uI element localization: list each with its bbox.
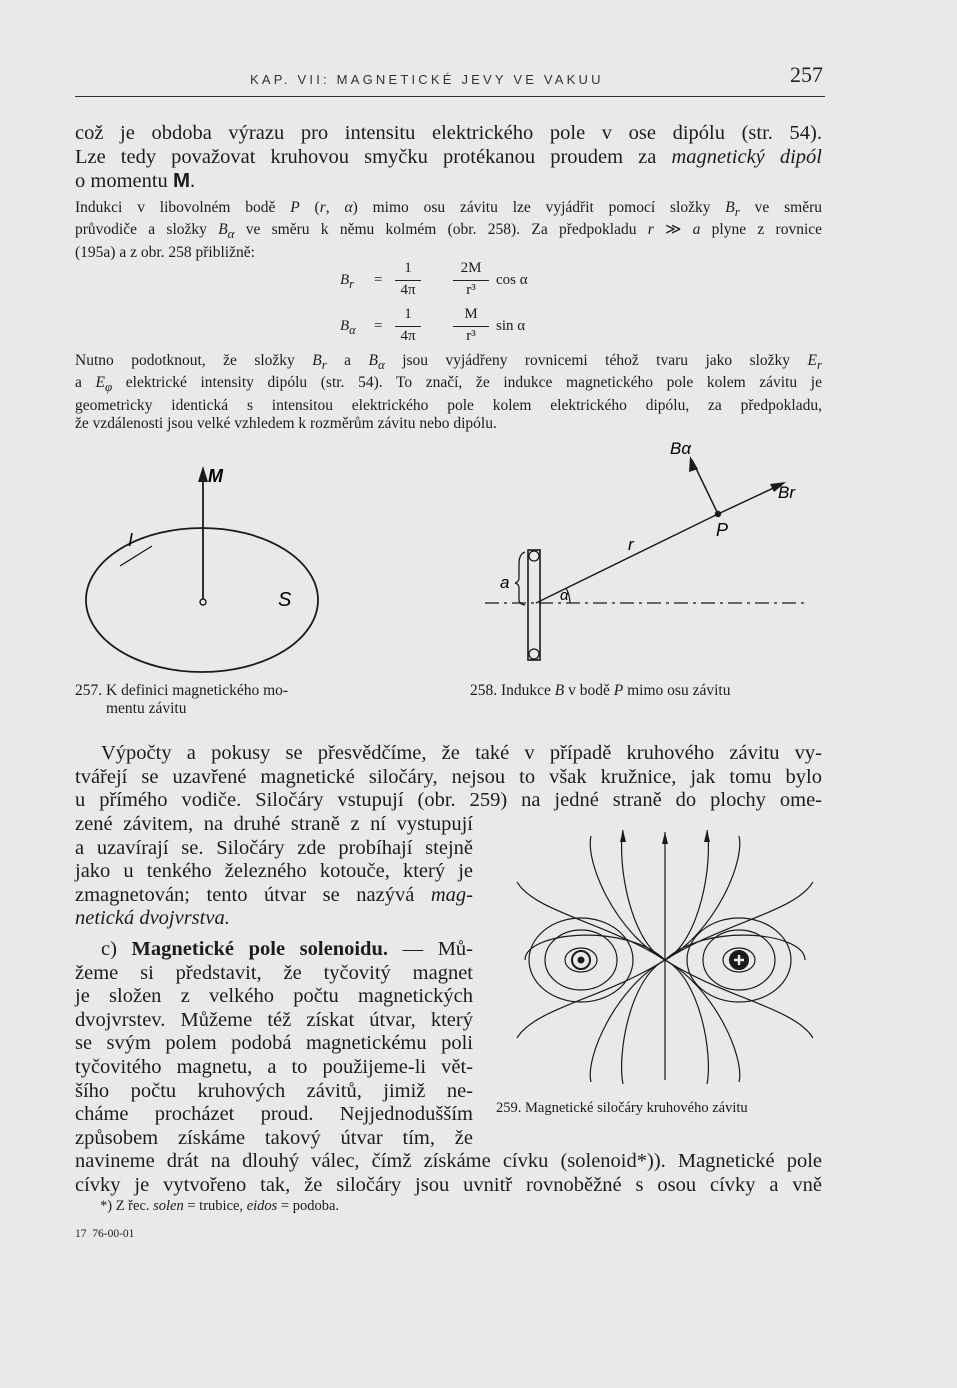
text-line: geometricky identická s intensitou elektrického pole kolem elektrického dipólu, za předpokladu, (75, 396, 822, 414)
printer-signature: 17 76-00-01 (75, 1228, 135, 1240)
brace-a (515, 552, 525, 605)
text-line: Lze tedy považovat kruhovou smyčku protékanou proudem za magnetický dipól (75, 145, 822, 168)
paragraph-induction (75, 199, 822, 262)
current-arrow-line (120, 546, 152, 566)
text-line: že vzdálenosti jsou velké vzhledem k rozměrům závitu nebo dipólu. (75, 415, 497, 433)
text-line: Nutno podotknout, že složky $B_r$ a $B_\alpha$ jsou vyjádřeny rovnicemi téhož tvaru jako složky $E_r$ (75, 352, 822, 373)
label-s: S (278, 589, 292, 611)
svg-text:α: α (560, 587, 569, 604)
equation-ba: $B_\alpha$ = 1 4π M r³ sin α (340, 306, 526, 344)
svg-text:P: P (716, 520, 729, 540)
text-line: Indukci v libovolném bodě P (r, α) mimo osu závitu lze vyjádřit pomocí složky $B_r$ ve směru (75, 199, 822, 220)
figure-257-loop (80, 460, 330, 680)
text-line: což je obdoba výrazu pro intensitu elektrického pole v ose dipólu (str. 54). (75, 122, 822, 144)
text-line: (195a) a z obr. 258 přibližně: (75, 243, 255, 261)
loop-section (528, 550, 540, 660)
paragraph-field-lines-cont: zené závitem, na druhé straně z ní vystupují a uzavírají se. Siločáry zde probíhají stejně jako u tenkého železného kotouče, který je zmagnetován; tento útvar se nazývá mag- netická dvojvrstva. (75, 813, 473, 930)
svg-text:a: a (500, 573, 510, 592)
text-line: průvodiče a složky $B_\alpha$ ve směru k němu kolmém (obr. 258). Za předpokladu r ≫ a plyne z rovnice (75, 221, 823, 242)
paragraph-solenoid: c) Magnetické pole solenoidu. — Mů- žeme si představit, že tyčovitý magnet je složen z velkého počtu magnetických dvojvrstev. Můžeme též získat útvar, který se svým polem podobá magnetickému poli tyčovitého magnetu, a to použijeme-li vět- šího počtu kruhových závitů, jimiž ne- cháme procházet proud. Nejjednodušším způsobem získáme takový útvar tím, že (75, 938, 474, 1149)
svg-text:Bα: Bα (670, 439, 692, 458)
text-line: a $E_\varphi$ elektrické intensity dipólu (str. 54). To značí, že indukce magnetického pole kolem závitu je (75, 374, 822, 395)
term-magnetic-dipole: magnetický dipól (671, 145, 822, 168)
loop-center (200, 599, 206, 605)
chapter-title: KAP. VII: MAGNETICKÉ JEVY VE VAKUU (250, 72, 604, 87)
caption-fig-259: 259. Magnetické siločáry kruhového závitu (496, 1100, 748, 1116)
caption-fig-258: 258. Indukce B v bodě P mimo osu závitu (470, 682, 731, 699)
figure-258-induction (470, 430, 830, 670)
paragraph-intro (75, 122, 822, 194)
equation-br: $B_r$ = 1 4π 2M r³ cos α (340, 260, 528, 298)
footnote: *) Z řec. solen = trubice, eidos = podoba. (100, 1198, 340, 1214)
label-m: M (208, 466, 223, 486)
text-line: o momentu M. (75, 169, 196, 193)
moment-arrowhead (198, 466, 208, 482)
page-number: 257 (790, 62, 823, 87)
label-i: I (128, 530, 134, 550)
section-heading: Magnetické pole solenoidu. (131, 938, 388, 960)
running-header (75, 62, 825, 97)
figure-259-field-lines (505, 822, 825, 1092)
paragraph-note (75, 352, 822, 433)
svg-text:r: r (628, 535, 634, 554)
paragraph-field-lines: Výpočty a pokusy se přesvědčíme, že také v případě kruhového závitu vy- tvářejí se uzavřené magnetické siločáry, nejsou to však kružnice, jak tomu bylo u přímého vodiče. Siločáry vstupují (obr. 259) na jedné straně do plochy ome- (75, 742, 822, 812)
paragraph-solenoid-cont: navineme drát na dlouhý válec, čímž získáme cívku (solenoid*)). Magnetické pole cívky je vytvořeno tak, že siločáry jsou uvnitř rovnoběžné s osou cívky a vně (75, 1150, 822, 1196)
svg-text:Br: Br (778, 483, 795, 502)
caption-fig-257: 257. K definici magnetického mo- mentu závitu (75, 682, 289, 717)
